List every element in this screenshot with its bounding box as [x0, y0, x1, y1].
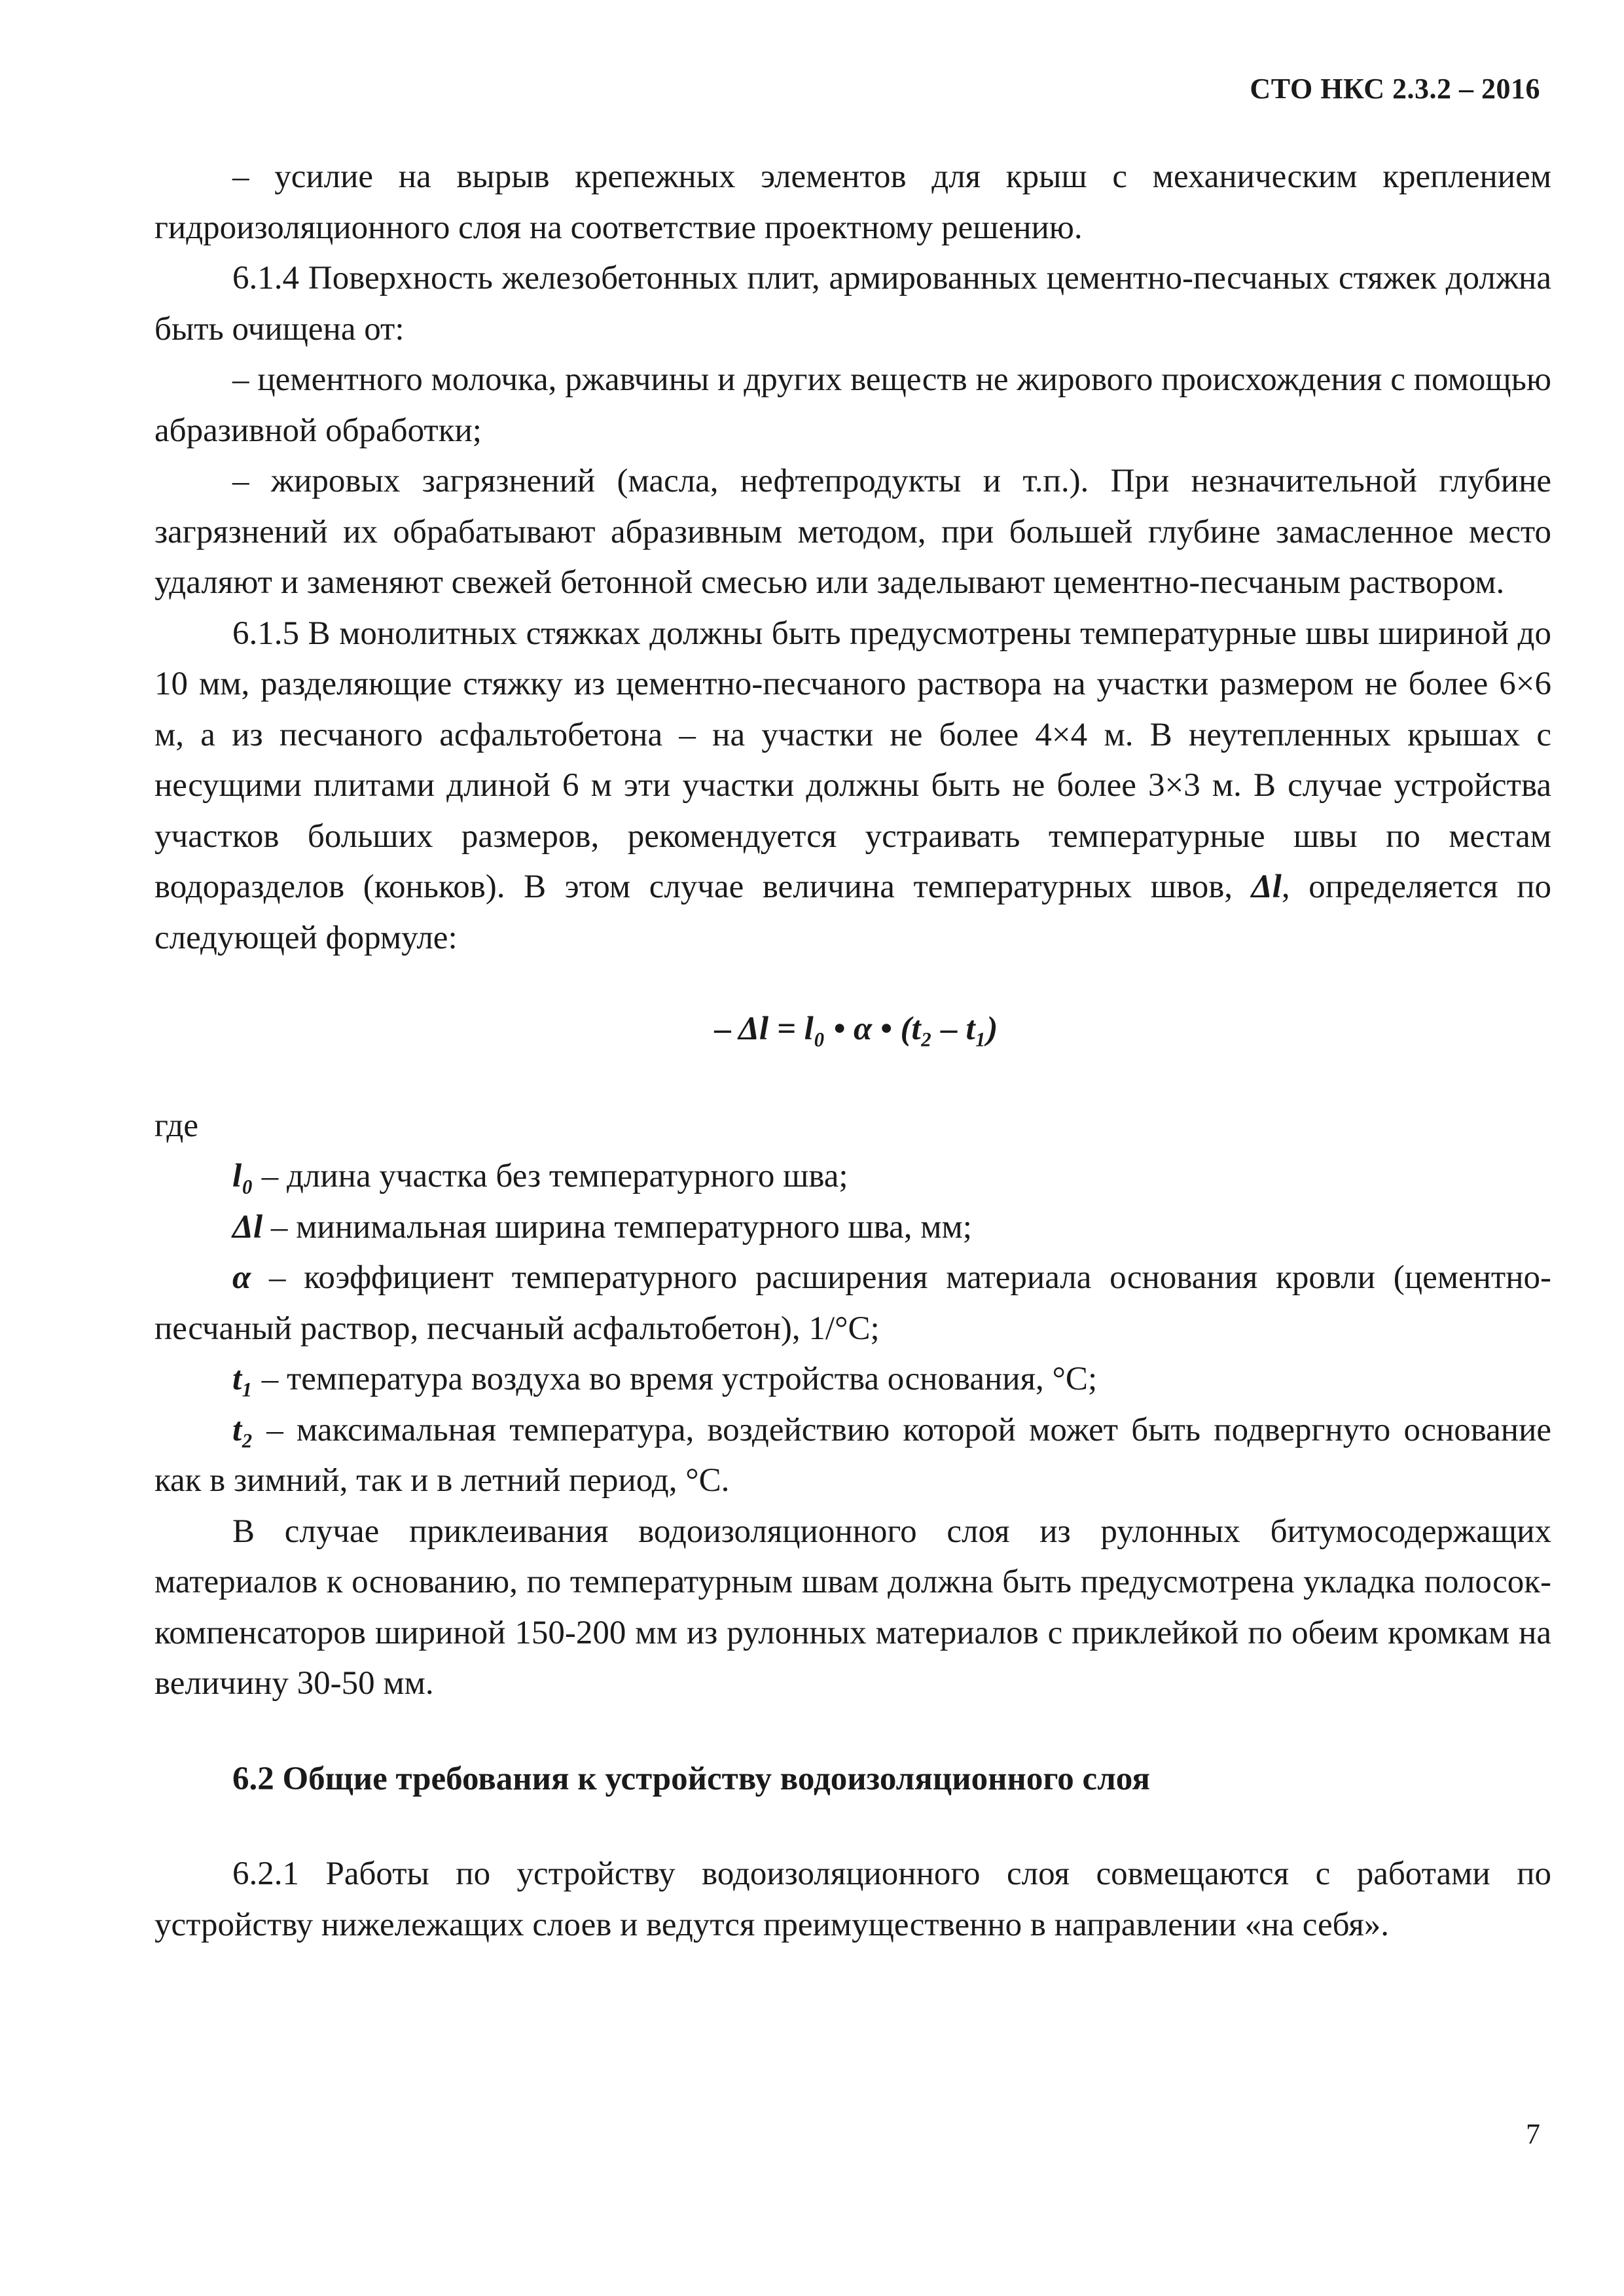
- definition-delta-l-text: – минимальная ширина температурного шва, мм;: [262, 1208, 972, 1246]
- delta-l-symbol: Δl: [1251, 869, 1282, 905]
- list-item-grease-contamination: – жировых загрязнений (масла, нефтепродукты и т.п.). При незначительной глубине загрязнений их обрабатывают абразивным методом, при большей глубине замасленное место удаляют и заменяют свежей бетонной смесью или заделывают цементно-песчаным раствором.: [154, 463, 1551, 601]
- paragraph-6-2-1: 6.2.1 Работы по устройству водоизоляционного слоя совмещаются с работами по устройству нижележащих слоев и ведутся преимущественно в направлении «на себя».: [154, 1856, 1551, 1943]
- paragraph-6-1-5-tail: , определяется по следующей формуле:: [154, 869, 1551, 956]
- definition-t2-text: – максимальная температура, воздействию которой может быть подвергнуто основание как в зимний, так и в летний период, °С.: [154, 1411, 1551, 1499]
- symbol-t2: t₂: [232, 1411, 253, 1448]
- section-6-2-title: 6.2 Общие требования к устройству водоизоляционного слоя: [232, 1760, 1150, 1797]
- where-label: где: [154, 1107, 198, 1144]
- paragraph-pullout-force: – усилие на вырыв крепежных элементов для крыш с механическим креплением гидроизоляционного слоя на соответствие проектному решению.: [154, 158, 1551, 246]
- page-number: 7: [1526, 2118, 1540, 2150]
- paragraph-6-1-4: 6.1.4 Поверхность железобетонных плит, армированных цементно-песчаных стяжек должна быть очищена от:: [154, 260, 1551, 348]
- symbol-l0: l₀: [232, 1158, 253, 1194]
- definition-t2: [154, 1405, 1551, 1507]
- definition-t1: [154, 1354, 1551, 1405]
- paragraph-6-1-5-text: 6.1.5 В монолитных стяжках должны быть предусмотрены температурные швы шириной до 10 мм, разделяющие стяжку из цементно-песчаного раствора на участки размером не более 6×6 м, а из песчаного асфальтобетона – на участки не более 4×4 м. В неутепленных крышах с несущими плитами длиной 6 м эти участки должны быть не более 3×3 м. В случае устройства участков больших размеров, рекомендуется устраивать температурные швы по местам водоразделов (коньков). В этом случае величина температурных швов,: [154, 615, 1551, 905]
- definition-l0: [154, 1151, 1551, 1202]
- definition-delta-l: [154, 1202, 1551, 1253]
- page-body: [154, 152, 1551, 1950]
- symbol-alpha: α: [232, 1259, 251, 1296]
- list-item-cement-milk: – цементного молочка, ржавчины и других веществ не жирового происхождения с помощью абразивной обработки;: [154, 361, 1551, 449]
- symbol-delta-l: Δl: [232, 1208, 263, 1246]
- symbol-t1: t₁: [232, 1361, 253, 1397]
- definition-alpha-text: – коэффициент температурного расширения материала основания кровли (цементно-песчаный раствор, песчаный асфальтобетон), 1/°С;: [154, 1259, 1551, 1347]
- definition-l0-text: – длина участка без температурного шва;: [253, 1158, 848, 1194]
- document-code-header: СТО НКС 2.3.2 – 2016: [1250, 73, 1540, 105]
- paragraph-6-1-5: [154, 609, 1551, 964]
- paragraph-compensator-strips: В случае приклеивания водоизоляционного слоя из рулонных битумосодержащих материалов к основанию, по температурным швам должна быть предусмотрена укладка полосок-компенсаторов шириной 150-200 мм из рулонных материалов с приклейкой по обеим кромкам на величину 30-50 мм.: [154, 1513, 1551, 1702]
- definition-alpha: [154, 1253, 1551, 1354]
- joint-width-formula: – Δl = l₀ • α • (t₂ – t₁): [714, 1011, 998, 1047]
- definition-t1-text: – температура воздуха во время устройства основания, °С;: [253, 1361, 1098, 1397]
